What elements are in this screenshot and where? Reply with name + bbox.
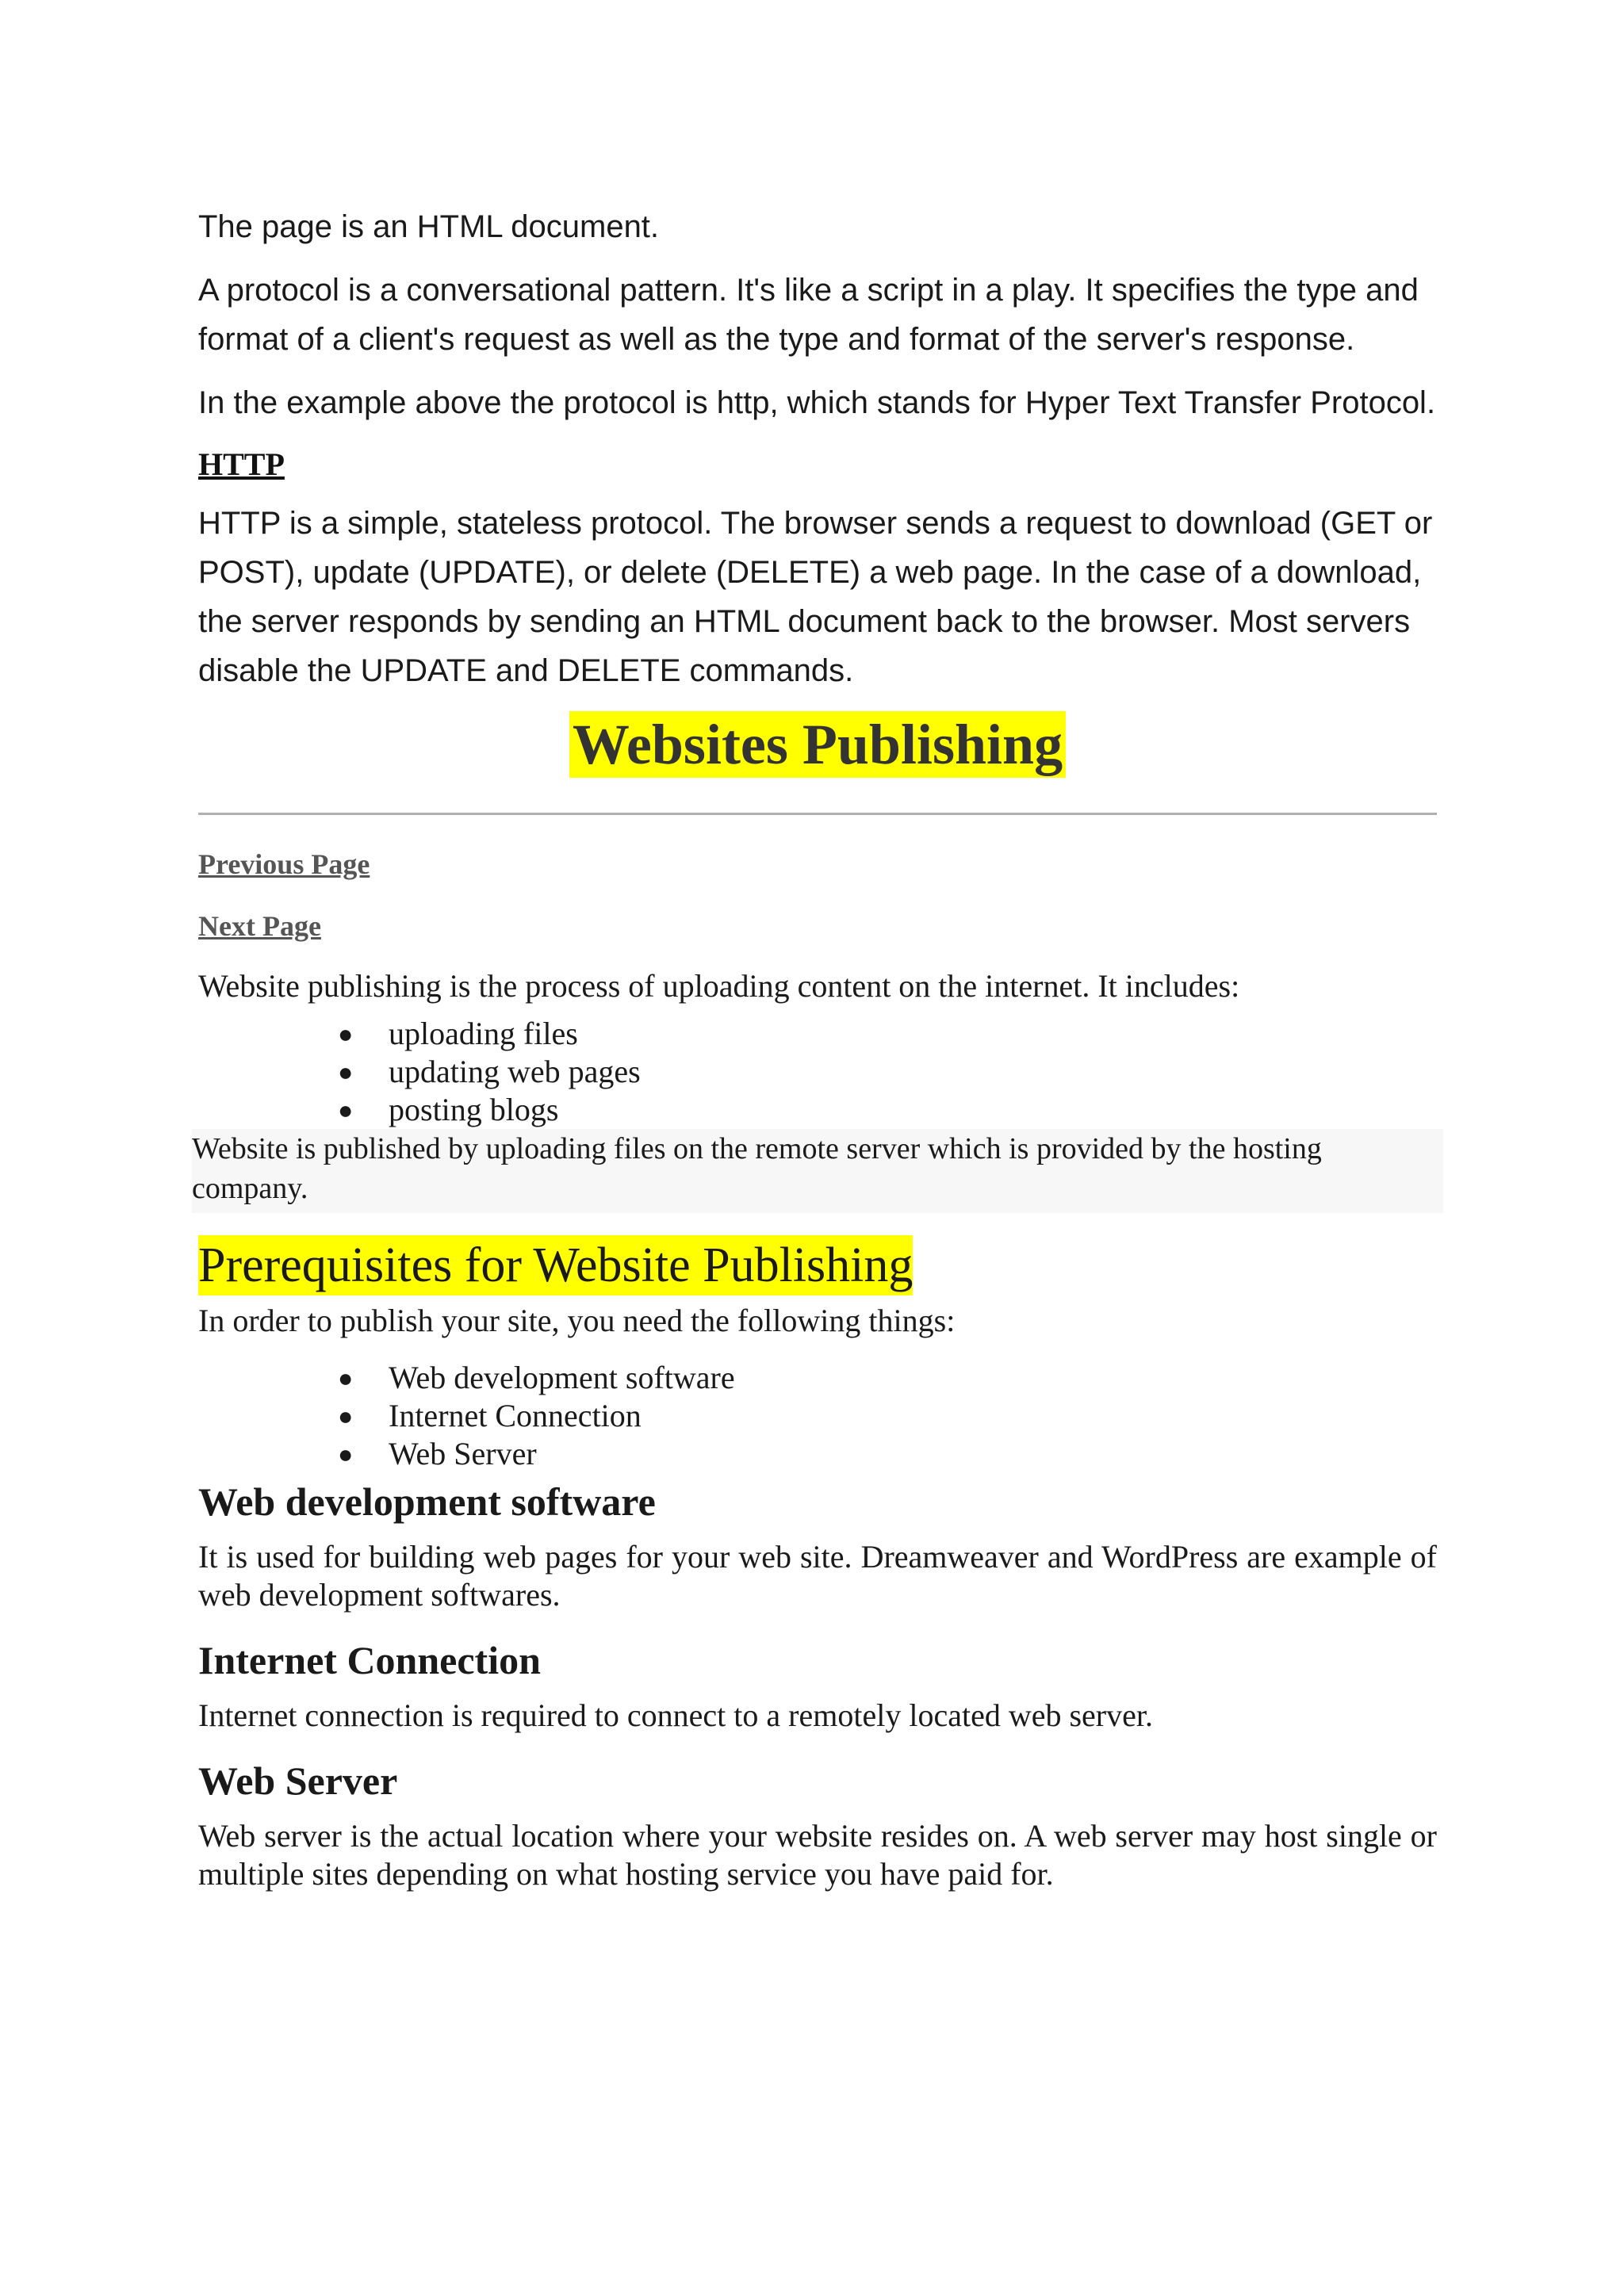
previous-page-link[interactable]: Previous Page (198, 848, 370, 880)
next-page-link[interactable]: Next Page (198, 910, 321, 942)
publishing-note: Website is published by uploading files on the remote server which is provided by the hosting company. (192, 1129, 1443, 1213)
section-heading-web-server: Web Server (198, 1758, 398, 1803)
http-section (198, 499, 1437, 695)
publishing-intro: Website publishing is the process of uploading content on the internet. It includes: (198, 968, 1240, 1004)
page-title-wrap (198, 711, 1437, 783)
bullet-icon: ● (338, 1058, 354, 1086)
prerequisites-intro: In order to publish your site, you need the following things: (198, 1303, 956, 1338)
list-item-label: updating web pages (389, 1054, 641, 1089)
http-paragraph: HTTP is a simple, stateless protocol. The browser sends a request to download (GET or POST), update (UPDATE), or delete (DELETE) a web page. In the case of a download, the server responds by sending an HTML document back to the browser. Most servers disable the UPDATE and DELETE commands. (198, 506, 1433, 688)
publishing-list (198, 1015, 1437, 1129)
list-item (338, 1015, 1437, 1053)
bullet-icon: ● (338, 1402, 354, 1430)
intro-paragraph-1: The page is an HTML document. (198, 209, 660, 244)
divider (198, 813, 1437, 815)
list-item-label: Web development software (389, 1360, 735, 1395)
section-heading-internet-connection: Internet Connection (198, 1638, 541, 1682)
intro-section (198, 202, 1437, 427)
section-heading-web-development-software: Web development software (198, 1479, 656, 1524)
page-title: Websites Publishing (569, 711, 1066, 778)
list-item-label: Internet Connection (389, 1398, 642, 1433)
intro-paragraph-2: A protocol is a conversational pattern. It's like a script in a play. It specifies the type and format of a client's request as well as the type and format of the server's response. (198, 273, 1419, 357)
bullet-icon: ● (338, 1364, 354, 1392)
list-item-label: posting blogs (389, 1092, 559, 1127)
bullet-icon: ● (338, 1096, 354, 1124)
prerequisites-list (198, 1359, 1437, 1473)
section-body-internet-connection: Internet connection is required to connect to a remotely located web server. (198, 1697, 1153, 1733)
list-item (338, 1397, 1437, 1435)
list-item-label: uploading files (389, 1016, 578, 1051)
intro-paragraph-3: In the example above the protocol is http, which stands for Hyper Text Transfer Protocol. (198, 385, 1436, 420)
bullet-icon: ● (338, 1020, 354, 1048)
list-item (338, 1435, 1437, 1473)
section-body-web-server: Web server is the actual location where your website resides on. A web server may host single or multiple sites depending on what hosting service you have paid for. (198, 1818, 1437, 1892)
prerequisites-heading: Prerequisites for Website Publishing (198, 1235, 913, 1295)
bullet-icon: ● (338, 1440, 354, 1468)
document-content (192, 202, 1437, 1893)
http-heading: HTTP (198, 446, 285, 482)
list-item (338, 1359, 1437, 1397)
list-item-label: Web Server (389, 1436, 537, 1471)
list-item (338, 1091, 1437, 1129)
section-body-web-development-software: It is used for building web pages for your web site. Dreamweaver and WordPress are example of web development softwares. (198, 1539, 1437, 1613)
list-item (338, 1053, 1437, 1091)
